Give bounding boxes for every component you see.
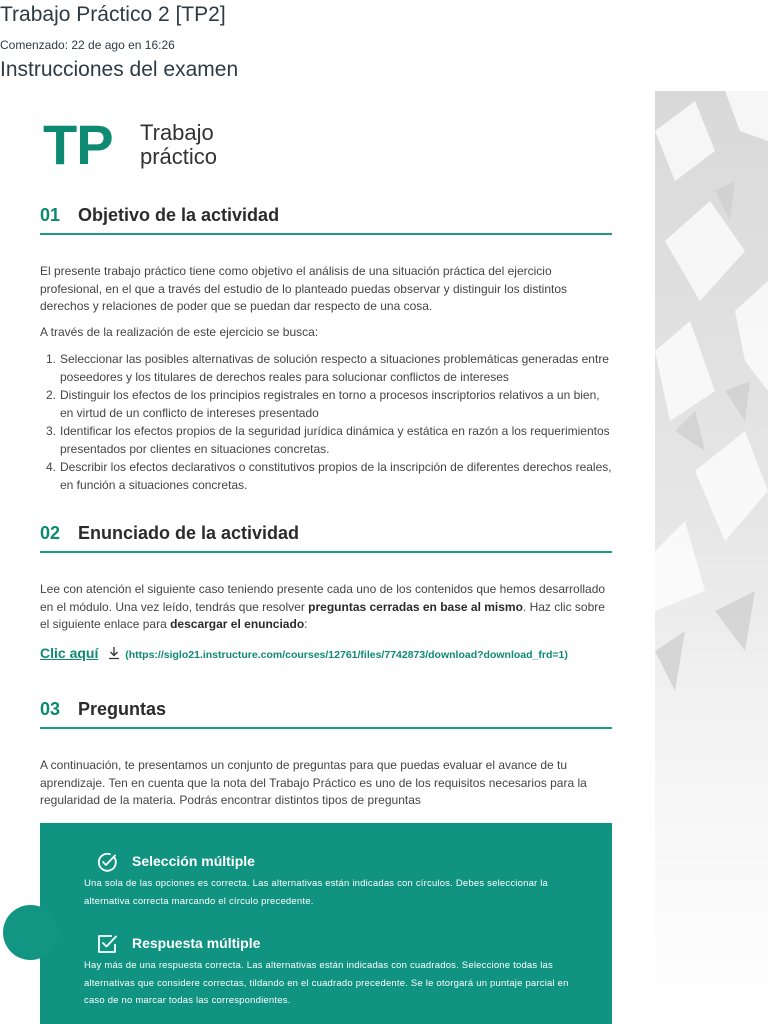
section-title: Enunciado de la actividad <box>78 523 300 543</box>
list-item: 4. Describir los efectos declarativos o constitutivos propios de la inscripción de diferentes derechos reales, en función a situaciones concretas. <box>46 460 612 492</box>
section-header-objetivo <box>40 205 612 235</box>
objective-intro: A través de la realización de este ejercicio se busca: <box>40 325 319 339</box>
question-type-title: Respuesta múltiple <box>132 935 261 951</box>
question-type-description: Una sola de las opciones es correcta. Las alternativas están indicadas con círculos. Debes seleccionar la alternativa correcta marcando el círculo precedente. <box>84 878 549 907</box>
section-number: 02 <box>40 523 61 543</box>
section-header-enunciado <box>40 523 612 553</box>
list-item: 3. Identificar los efectos propios de la seguridad jurídica dinámica y estática en razón a los requerimientos presentados por clientes en situaciones concretas. <box>46 424 610 456</box>
statement-paragraph: Lee con atención el siguiente caso teniendo presente cada uno de los contenidos que hemos desarrollado en el módulo. Una vez leído, tendrás que resolver preguntas cerradas en base al mismo. Haz clic sobre el siguiente enlace para descargar el enunciado: <box>40 582 606 631</box>
question-types-box <box>40 823 612 1024</box>
section-title: Preguntas <box>78 699 167 719</box>
tp-word-1: Trabajo <box>140 120 214 145</box>
section-number: 03 <box>40 699 61 719</box>
download-url[interactable]: (https://siglo21.instructure.com/courses/12761/files/7742873/download?download_frd=1) <box>125 649 568 661</box>
download-icon[interactable] <box>107 646 121 660</box>
questions-paragraph: A continuación, te presentamos un conjunto de preguntas para que puedas evaluar el avance de tu aprendizaje. Ten en cuenta que la nota del Trabajo Práctico es uno de los requisitos necesarios para la regularidad de la materia. Podrás encontrar distintos tipos de preguntas <box>40 758 587 807</box>
tp-logo <box>43 113 243 177</box>
floating-action-button[interactable] <box>3 905 58 960</box>
objectives-list <box>40 350 612 494</box>
section-header-preguntas <box>40 699 612 729</box>
circle-check-icon <box>96 851 118 873</box>
page-title: Trabajo Práctico 2 [TP2] <box>0 3 226 26</box>
decorative-side-image <box>655 91 768 1024</box>
square-check-icon <box>96 933 118 955</box>
download-link-row <box>40 645 612 665</box>
list-item: 2. Distinguir los efectos de los principios registrales en torno a procesos inscriptorios relativos a un bien, en virtud de un conflicto de intereses presentado <box>46 388 600 420</box>
download-link[interactable]: Clic aquí <box>40 645 99 661</box>
question-type-title: Selección múltiple <box>132 853 255 869</box>
started-timestamp: Comenzado: 22 de ago en 16:26 <box>0 38 175 52</box>
instructions-heading: Instrucciones del examen <box>0 58 239 81</box>
section-title: Objetivo de la actividad <box>78 205 280 225</box>
section-number: 01 <box>40 205 61 225</box>
question-type-description: Hay más de una respuesta correcta. Las alternativas están indicadas con cuadrados. Seleccione todas las alternativas que considere correctas, tildando en el cuadrado precedente. Se le otorgará un puntaje parcial en caso de no marcar todas las correspondientes. <box>84 960 569 1006</box>
tp-word-2: práctico <box>140 144 218 169</box>
objective-paragraph: El presente trabajo práctico tiene como objetivo el análisis de una situación práctica del ejercicio profesional, en el que a través del estudio de lo planteado puedas observar y distinguir los distintos derechos y relaciones de poder que se puedan dar respecto de una cosa. <box>40 264 567 313</box>
tp-mark: TP <box>43 113 113 176</box>
list-item: 1. Seleccionar las posibles alternativas de solución respecto a situaciones problemáticas generadas entre poseedores y los titulares de derechos reales para solucionar conflictos de intereses <box>46 352 609 384</box>
